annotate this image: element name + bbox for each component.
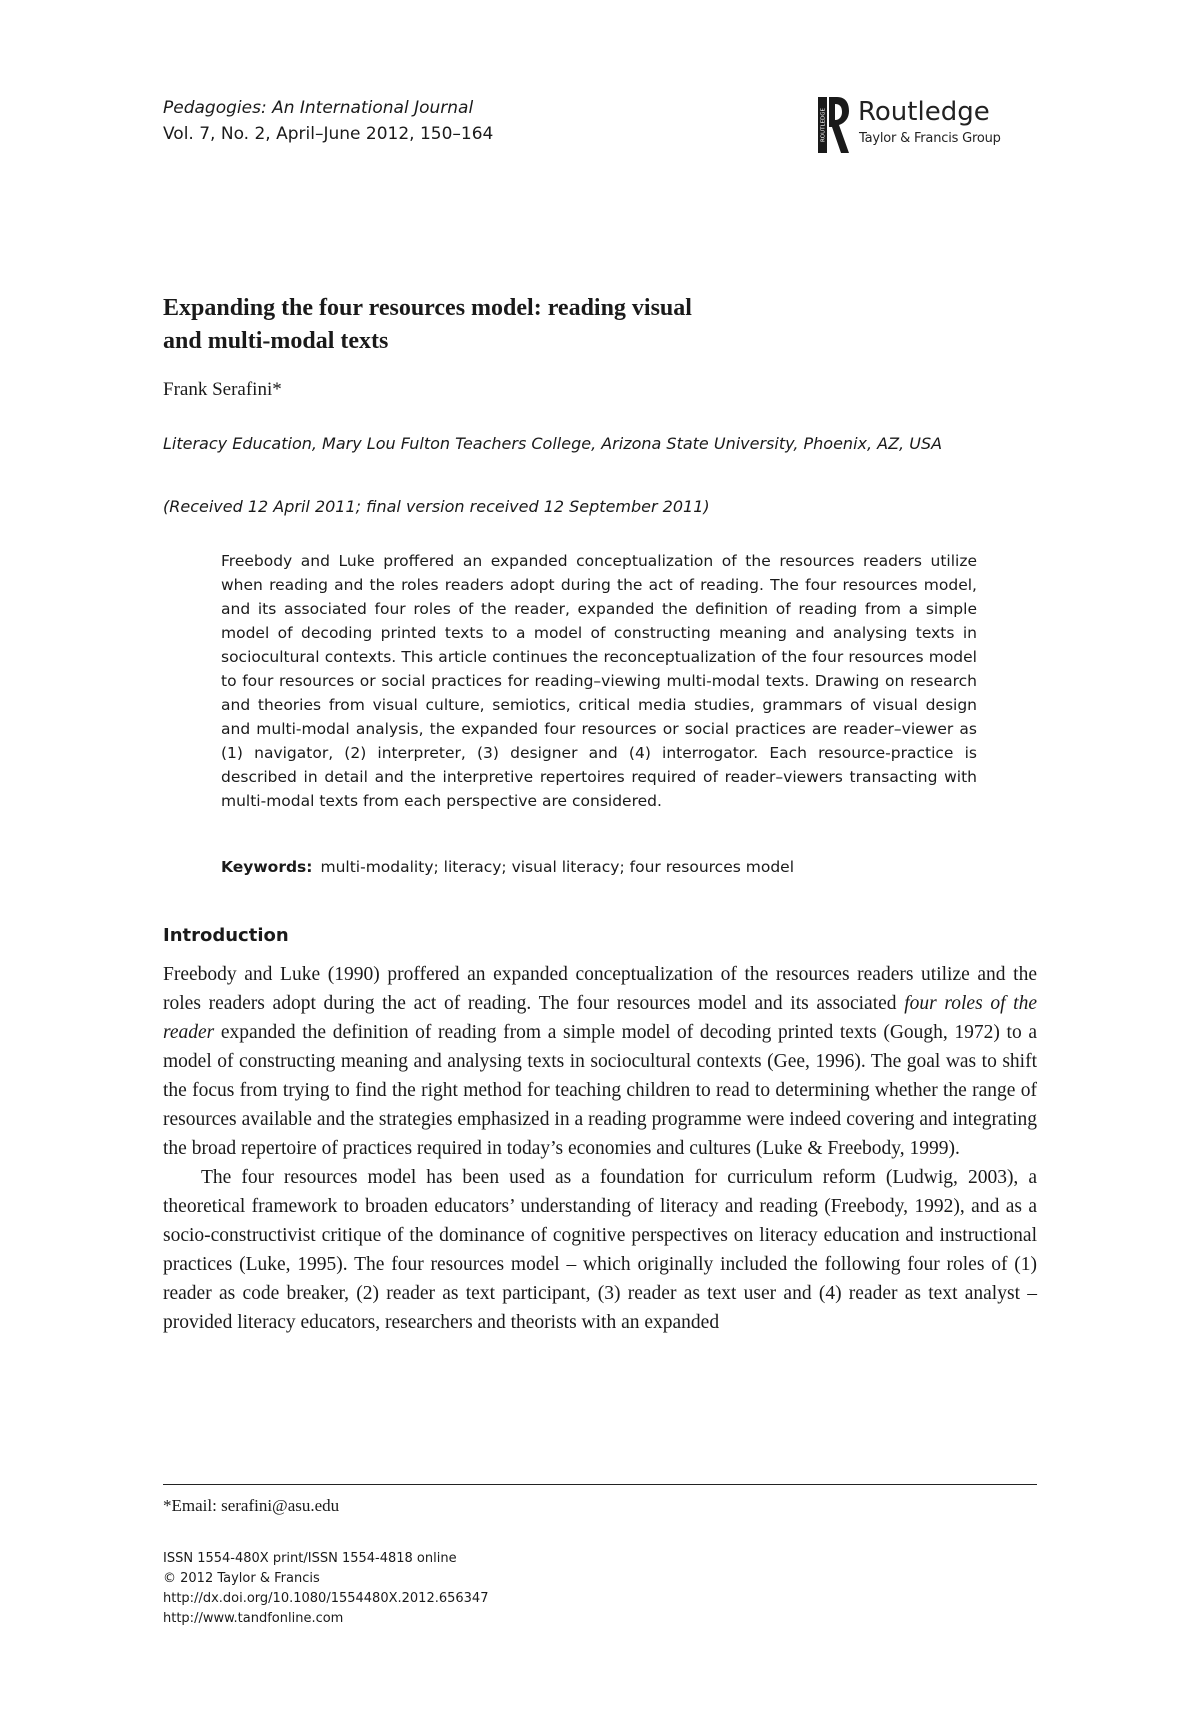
keywords-list: multi-modality; literacy; visual literacy; four resources model	[320, 858, 794, 876]
author-email: *Email: serafini@asu.edu	[163, 1496, 340, 1515]
keywords	[221, 856, 794, 878]
publisher-logo	[818, 95, 1048, 157]
publisher-name: Routledge	[858, 97, 990, 127]
body-text	[163, 960, 1037, 1337]
paragraph-1-part-b: expanded the definition of reading from a simple model of decoding printed texts (Gough, 1972) to a model of constructing meaning and analysing texts in sociocultural contexts (Gee, 1996). The goal was to shift the focus from trying to find the right method for teaching children to read to determining whether the range of resources available and the strategies emphasized in a reading programme were indeed covering and integrating the broad repertoire of practices required in today’s economies and cultures (Luke & Freebody, 1999).	[163, 1022, 1037, 1159]
abstract: Freebody and Luke proffered an expanded conceptualization of the resources readers utilize when reading and the roles readers adopt during the act of reading. The four resources model, and its associated four roles of the reader, expanded the definition of reading from a simple model of decoding printed texts to a model of constructing meaning and analysing texts in sociocultural contexts. This article continues the reconceptualization of the four resources model to four resources or social practices for reading–viewing multi-modal texts. Drawing on research and theories from visual culture, semiotics, critical media studies, grammars of visual design and multi-modal analysis, the expanded four resources or social practices are reader–viewer as (1) navigator, (2) interpreter, (3) designer and (4) interrogator. Each resource-practice is described in detail and the interpretive repertoires required of reader–viewers transacting with multi-modal texts from each perspective are considered.	[221, 552, 977, 810]
footnote-divider	[163, 1484, 1037, 1485]
keywords-label: Keywords:	[221, 858, 313, 876]
journal-header	[163, 95, 493, 147]
journal-website-link[interactable]: http://www.tandfonline.com	[163, 1611, 344, 1626]
copyright: © 2012 Taylor & Francis	[163, 1571, 320, 1586]
paragraph-1-emphasis: four roles of the reader	[163, 993, 1037, 1043]
volume-info: Vol. 7, No. 2, April–June 2012, 150–164	[163, 124, 494, 144]
section-heading: Introduction	[163, 925, 289, 946]
paragraph-1-part-a: Freebody and Luke (1990) proffered an expanded conceptualization of the resources readers utilize and the roles readers adopt during the act of reading. The four resources model and its associated	[163, 964, 1037, 1014]
publication-info	[163, 1549, 488, 1629]
title-line-2: and multi-modal texts	[163, 328, 389, 354]
journal-name: Pedagogies: An International Journal	[163, 98, 474, 118]
routledge-logo-icon	[818, 95, 850, 155]
received-dates: (Received 12 April 2011; final version received 12 September 2011)	[163, 497, 710, 516]
doi-link[interactable]: http://dx.doi.org/10.1080/1554480X.2012.656347	[163, 1591, 489, 1606]
author-name: Frank Serafini*	[163, 379, 282, 400]
svg-text:ROUTLEDGE: ROUTLEDGE	[820, 107, 827, 143]
article-title	[163, 292, 923, 358]
publisher-group: Taylor & Francis Group	[859, 131, 1001, 146]
paragraph-2: The four resources model has been used as a foundation for curriculum reform (Ludwig, 2003), a theoretical framework to broaden educators’ understanding of literacy and reading (Freebody, 1992), and as a socio-constructivist critique of the dominance of cognitive perspectives on literacy education and instructional practices (Luke, 1995). The four resources model – which originally included the following four roles of (1) reader as code breaker, (2) reader as text participant, (3) reader as text user and (4) reader as text analyst – provided literacy educators, researchers and theorists with an expanded	[163, 1167, 1037, 1333]
issn: ISSN 1554-480X print/ISSN 1554-4818 online	[163, 1551, 457, 1566]
affiliation: Literacy Education, Mary Lou Fulton Teachers College, Arizona State University, Phoenix, AZ, USA	[163, 434, 943, 453]
paragraph-1	[163, 960, 1037, 1163]
title-line-1: Expanding the four resources model: reading visual	[163, 295, 692, 321]
